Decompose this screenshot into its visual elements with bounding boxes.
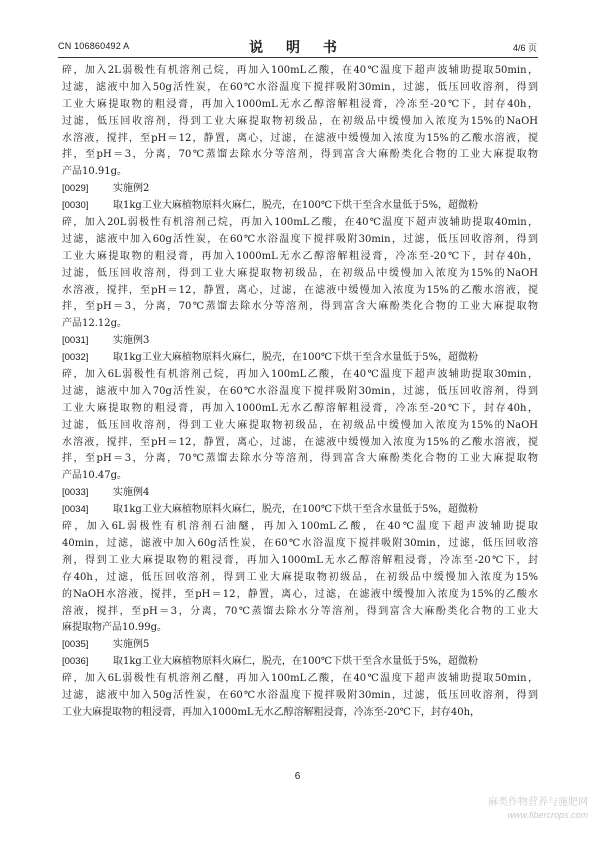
text-line — [62, 299, 538, 316]
paragraph-number: [0029] — [62, 183, 89, 195]
text-line — [62, 536, 538, 553]
paragraph-text: 的NaOH水溶液，搅拌，至pH＝12，静置，离心，过滤，在滤液中缓慢加入浓度为15%的乙酸水 — [62, 588, 538, 600]
paragraph-text: 拌，至pH＝3，分离，70℃蒸馏去除水分等溶剂，得到富含大麻酚类化合物的工业大麻提取物 — [62, 453, 538, 465]
paragraph-text: 实施例5 — [113, 639, 150, 651]
text-line — [62, 485, 538, 502]
paragraph-text: 过滤，低压回收溶剂，得到工业大麻提取物初级品，在初级品中缓慢加入浓度为15%的NaOH — [62, 115, 538, 127]
paragraph-text: 过滤，滤液中加入50g活性炭，在60℃水浴温度下搅拌吸附30min，过滤，低压回收溶剂，得到 — [62, 81, 538, 93]
text-line — [62, 316, 538, 333]
text-line — [62, 654, 538, 671]
text-line — [62, 671, 538, 688]
paragraph-text: 水溶液，搅拌，至pH＝12，静置，离心，过滤，在滤液中缓慢加入浓度为15%的乙酸水溶液，搅 — [62, 436, 538, 448]
paragraph-text: 实施例4 — [113, 487, 150, 499]
text-line — [62, 147, 538, 164]
text-line — [62, 705, 538, 722]
paragraph-text: 碎，加入6L弱极性有机溶剂己烷，再加入100mL乙酸，在40℃温度下超声波辅助提取30min， — [62, 369, 538, 381]
paragraph-text: 取1kg工业大麻植物原料火麻仁，脱壳，在100℃下烘干至含水量低于5%，超微粉 — [113, 504, 478, 516]
page-number: 6 — [294, 771, 301, 782]
paragraph-0032 — [62, 350, 538, 485]
paragraph-text: 存40h，过滤，低压回收溶剂，得到工业大麻提取物初级品，在初级品中缓慢加入浓度为15% — [62, 571, 538, 583]
text-line — [62, 401, 538, 418]
paragraph-number: [0033] — [62, 487, 89, 499]
paragraph-text: 碎，加入20L弱极性有机溶剂己烷，再加入100mL乙酸，在40℃温度下超声波辅助提取40min， — [62, 217, 538, 229]
watermark-text: 麻类作物营养与施肥网 — [488, 797, 588, 808]
paragraph-text: 产品12.12g。 — [62, 318, 128, 330]
paragraph-text: 过滤，滤液中加入70g活性炭，在60℃水浴温度下搅拌吸附30min，过滤，低压回收溶剂，得到 — [62, 385, 538, 397]
paragraph-text: 剂，得到工业大麻提取物的粗浸膏，再加入1000mL无水乙醇溶解粗浸膏，冷冻至-20℃下，封 — [62, 554, 538, 566]
text-line — [62, 283, 538, 300]
paragraph-continued — [62, 63, 538, 181]
text-line — [62, 333, 538, 350]
document-title: 说 明 书 — [249, 40, 346, 56]
patent-number: CN 106860492 A — [58, 41, 130, 51]
paragraph-text: 过滤，低压回收溶剂，得到工业大麻提取物初级品，在初级品中缓慢加入浓度为15%的NaOH — [62, 267, 538, 279]
paragraph-text: 拌，至pH＝3，分离，70℃蒸馏去除水分等溶剂，得到富含大麻酚类化合物的工业大麻提取物 — [62, 149, 538, 161]
paragraph-number: [0032] — [62, 352, 89, 364]
document-body — [62, 63, 538, 722]
paragraph-text: 过滤，低压回收溶剂，得到工业大麻提取物初级品，在初级品中缓慢加入浓度为15%的NaOH — [62, 419, 538, 431]
watermark-url: www.fibercrops.com — [507, 810, 588, 820]
text-line — [62, 367, 538, 384]
paragraph-text: 过滤，滤液中加入60g活性炭，在60℃水浴温度下搅拌吸附30min，过滤，低压回收溶剂，得到 — [62, 233, 538, 245]
text-line — [62, 266, 538, 283]
paragraph-text: 工业大麻提取物的粗浸膏，再加入1000mL无水乙醇溶解粗浸膏，冷冻至-20℃下，封存40h， — [62, 706, 481, 718]
text-line — [62, 451, 538, 468]
paragraph-0035 — [62, 637, 538, 654]
paragraph-text: 40min，过滤，滤液中加入60g活性炭，在60℃水浴温度下搅拌吸附30min，过滤，低压回收溶 — [62, 537, 538, 549]
text-line — [62, 502, 538, 519]
text-line — [62, 688, 538, 705]
paragraph-text: 产品10.47g。 — [62, 470, 128, 482]
paragraph-text: 取1kg工业大麻植物原料火麻仁，脱壳，在100℃下烘干至含水量低于5%，超微粉 — [113, 656, 478, 668]
text-line — [62, 350, 538, 367]
paragraph-0031 — [62, 333, 538, 350]
paragraph-text: 工业大麻提取物的粗浸膏，再加入1000mL无水乙醇溶解粗浸膏，冷冻至-20℃下，封存40h， — [62, 402, 538, 414]
text-line — [62, 519, 538, 536]
text-line — [62, 553, 538, 570]
text-line — [62, 435, 538, 452]
paragraph-text: 碎，加入6L弱极性有机溶剂石油醚，再加入100mL乙酸，在40℃温度下超声波辅助提取 — [62, 521, 538, 533]
text-line — [62, 131, 538, 148]
text-line — [62, 114, 538, 131]
text-line — [62, 215, 538, 232]
header-divider — [58, 57, 538, 58]
paragraph-text: 实施例2 — [113, 183, 150, 195]
page-header — [58, 38, 537, 54]
paragraph-number: [0031] — [62, 335, 89, 347]
page-indicator: 4/6 页 — [512, 43, 537, 53]
paragraph-0033 — [62, 485, 538, 502]
paragraph-text: 溶液，搅拌，至pH＝3，分离，70℃蒸馏去除水分等溶剂，得到富含大麻酚类化合物的工业大 — [62, 605, 538, 617]
paragraph-text: 实施例3 — [113, 335, 150, 347]
paragraph-text: 碎，加入2L弱极性有机溶剂己烷，再加入100mL乙酸，在40℃温度下超声波辅助提取50min， — [62, 65, 538, 76]
paragraph-0036 — [62, 654, 538, 722]
text-line — [62, 97, 538, 114]
paragraph-text: 工业大麻提取物的粗浸膏，再加入1000mL无水乙醇溶解粗浸膏，冷冻至-20℃下，封存40h， — [62, 250, 538, 262]
paragraph-number: [0036] — [62, 656, 89, 668]
paragraph-text: 工业大麻提取物的粗浸膏，再加入1000mL无水乙醇溶解粗浸膏，冷冻至-20℃下，封存40h， — [62, 98, 538, 110]
paragraph-text: 麻提取物产品10.99g。 — [62, 622, 168, 634]
text-line — [62, 418, 538, 435]
paragraph-text: 过滤，滤液中加入50g活性炭，在60℃水浴温度下搅拌吸附30min，过滤，低压回收溶剂，得到 — [62, 689, 538, 701]
paragraph-text: 水溶液，搅拌，至pH＝12，静置，离心，过滤，在滤液中缓慢加入浓度为15%的乙酸水溶液，搅 — [62, 132, 538, 144]
paragraph-text: 产品10.91g。 — [62, 166, 128, 178]
text-line — [62, 181, 538, 198]
text-line — [62, 249, 538, 266]
paragraph-text: 水溶液，搅拌，至pH＝12，静置，离心，过滤，在滤液中缓慢加入浓度为15%的乙酸水溶液，搅 — [62, 284, 538, 296]
text-line — [62, 63, 538, 80]
paragraph-number: [0035] — [62, 639, 89, 651]
paragraph-0034 — [62, 502, 538, 637]
text-line — [62, 570, 538, 587]
watermark — [468, 796, 588, 821]
text-line — [62, 164, 538, 181]
paragraph-text: 碎，加入6L弱极性有机溶剂乙醚，再加入100mL乙酸，在40℃温度下超声波辅助提取50min， — [62, 673, 538, 685]
paragraph-0030 — [62, 198, 538, 333]
text-line — [62, 604, 538, 621]
paragraph-0029 — [62, 181, 538, 198]
paragraph-text: 取1kg工业大麻植物原料火麻仁，脱壳，在100℃下烘干至含水量低于5%，超微粉 — [113, 200, 478, 212]
text-line — [62, 198, 538, 215]
text-line — [62, 637, 538, 654]
text-line — [62, 587, 538, 604]
paragraph-text: 拌，至pH＝3，分离，70℃蒸馏去除水分等溶剂，得到富含大麻酚类化合物的工业大麻提取物 — [62, 301, 538, 313]
text-line — [62, 620, 538, 637]
text-line — [62, 232, 538, 249]
paragraph-number: [0034] — [62, 504, 89, 516]
paragraph-text: 取1kg工业大麻植物原料火麻仁，脱壳，在100℃下烘干至含水量低于5%，超微粉 — [113, 352, 478, 364]
text-line — [62, 384, 538, 401]
text-line — [62, 80, 538, 97]
text-line — [62, 468, 538, 485]
paragraph-number: [0030] — [62, 200, 89, 212]
